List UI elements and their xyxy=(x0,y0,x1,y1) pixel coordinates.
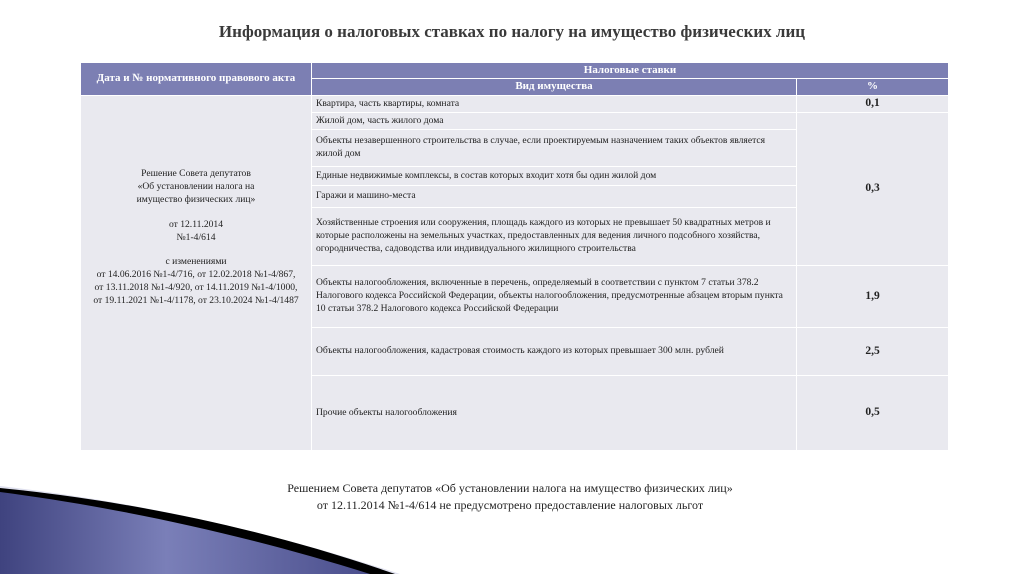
act-line1: Решение Совета депутатов xyxy=(141,167,251,179)
property-type: Объекты налогообложения, кадастровая стоимость каждого из которых превышает 300 млн. рублей xyxy=(312,328,797,376)
property-type: Прочие объекты налогообложения xyxy=(312,376,797,451)
footer-line2: от 12.11.2014 №1-4/614 не предусмотрено предоставление налоговых льгот xyxy=(316,498,704,513)
property-type: Единые недвижимые комплексы, в состав которых входит хотя бы один жилой дом xyxy=(312,167,797,186)
page-title: Информация о налоговых ставках по налогу на имущество физических лиц xyxy=(218,22,806,41)
act-cell xyxy=(81,96,312,451)
rate-value: 0,1 xyxy=(797,96,949,113)
property-type: Хозяйственные строения или сооружения, площадь каждого из которых не превышает 50 квадратных метров и которые расположены на земельных участках, предоставленных для ведения личного подсобного хозяйства, огородничества, садоводства или индивидуального жилищного строительства xyxy=(312,208,797,266)
act-changes-2: от 13.11.2018 №1-4/920, от 14.11.2019 №1-4/1000, xyxy=(94,282,298,294)
property-type: Объекты незавершенного строительства в случае, если проектируемым назначением таких объектов является жилой дом xyxy=(312,130,797,167)
act-changes-1: от 14.06.2016 №1-4/716, от 12.02.2018 №1-4/867, xyxy=(96,269,296,281)
act-line2: «Об установлении налога на xyxy=(137,180,255,192)
act-changes-3: от 19.11.2021 №1-4/1178, от 23.10.2024 №1-4/1487 xyxy=(93,295,299,307)
act-line3: имущество физических лиц» xyxy=(136,193,256,205)
header-act: Дата и № нормативного правового акта xyxy=(81,63,312,96)
rate-value: 0,5 xyxy=(797,376,949,451)
property-type: Объекты налогообложения, включенные в перечень, определяемый в соответствии с пунктом 7 статьи 378.2 Налогового кодекса Российской Федерации, объекты налогообложения, предусмотренные абзацем вторым пункта 10 статьи 378.2 Налогового кодекса Российской Федерации xyxy=(312,266,797,328)
rate-value: 0,3 xyxy=(797,113,949,266)
rate-value: 2,5 xyxy=(797,328,949,376)
header-rates: Налоговые ставки xyxy=(312,63,949,79)
property-type: Квартира, часть квартиры, комната xyxy=(312,96,797,113)
property-type: Жилой дом, часть жилого дома xyxy=(312,113,797,130)
act-changes-label: с изменениями xyxy=(165,256,227,268)
property-type: Гаражи и машино-места xyxy=(312,186,797,208)
tax-rates-table xyxy=(80,62,949,451)
act-number: №1-4/614 xyxy=(176,231,216,243)
header-type: Вид имущества xyxy=(312,79,797,96)
footer-line1: Решением Совета депутатов «Об установлении налога на имущество физических лиц» xyxy=(287,481,733,495)
header-percent: % xyxy=(797,79,949,96)
rate-value: 1,9 xyxy=(797,266,949,328)
act-date: от 12.11.2014 xyxy=(168,218,224,230)
footer-note xyxy=(180,480,840,515)
